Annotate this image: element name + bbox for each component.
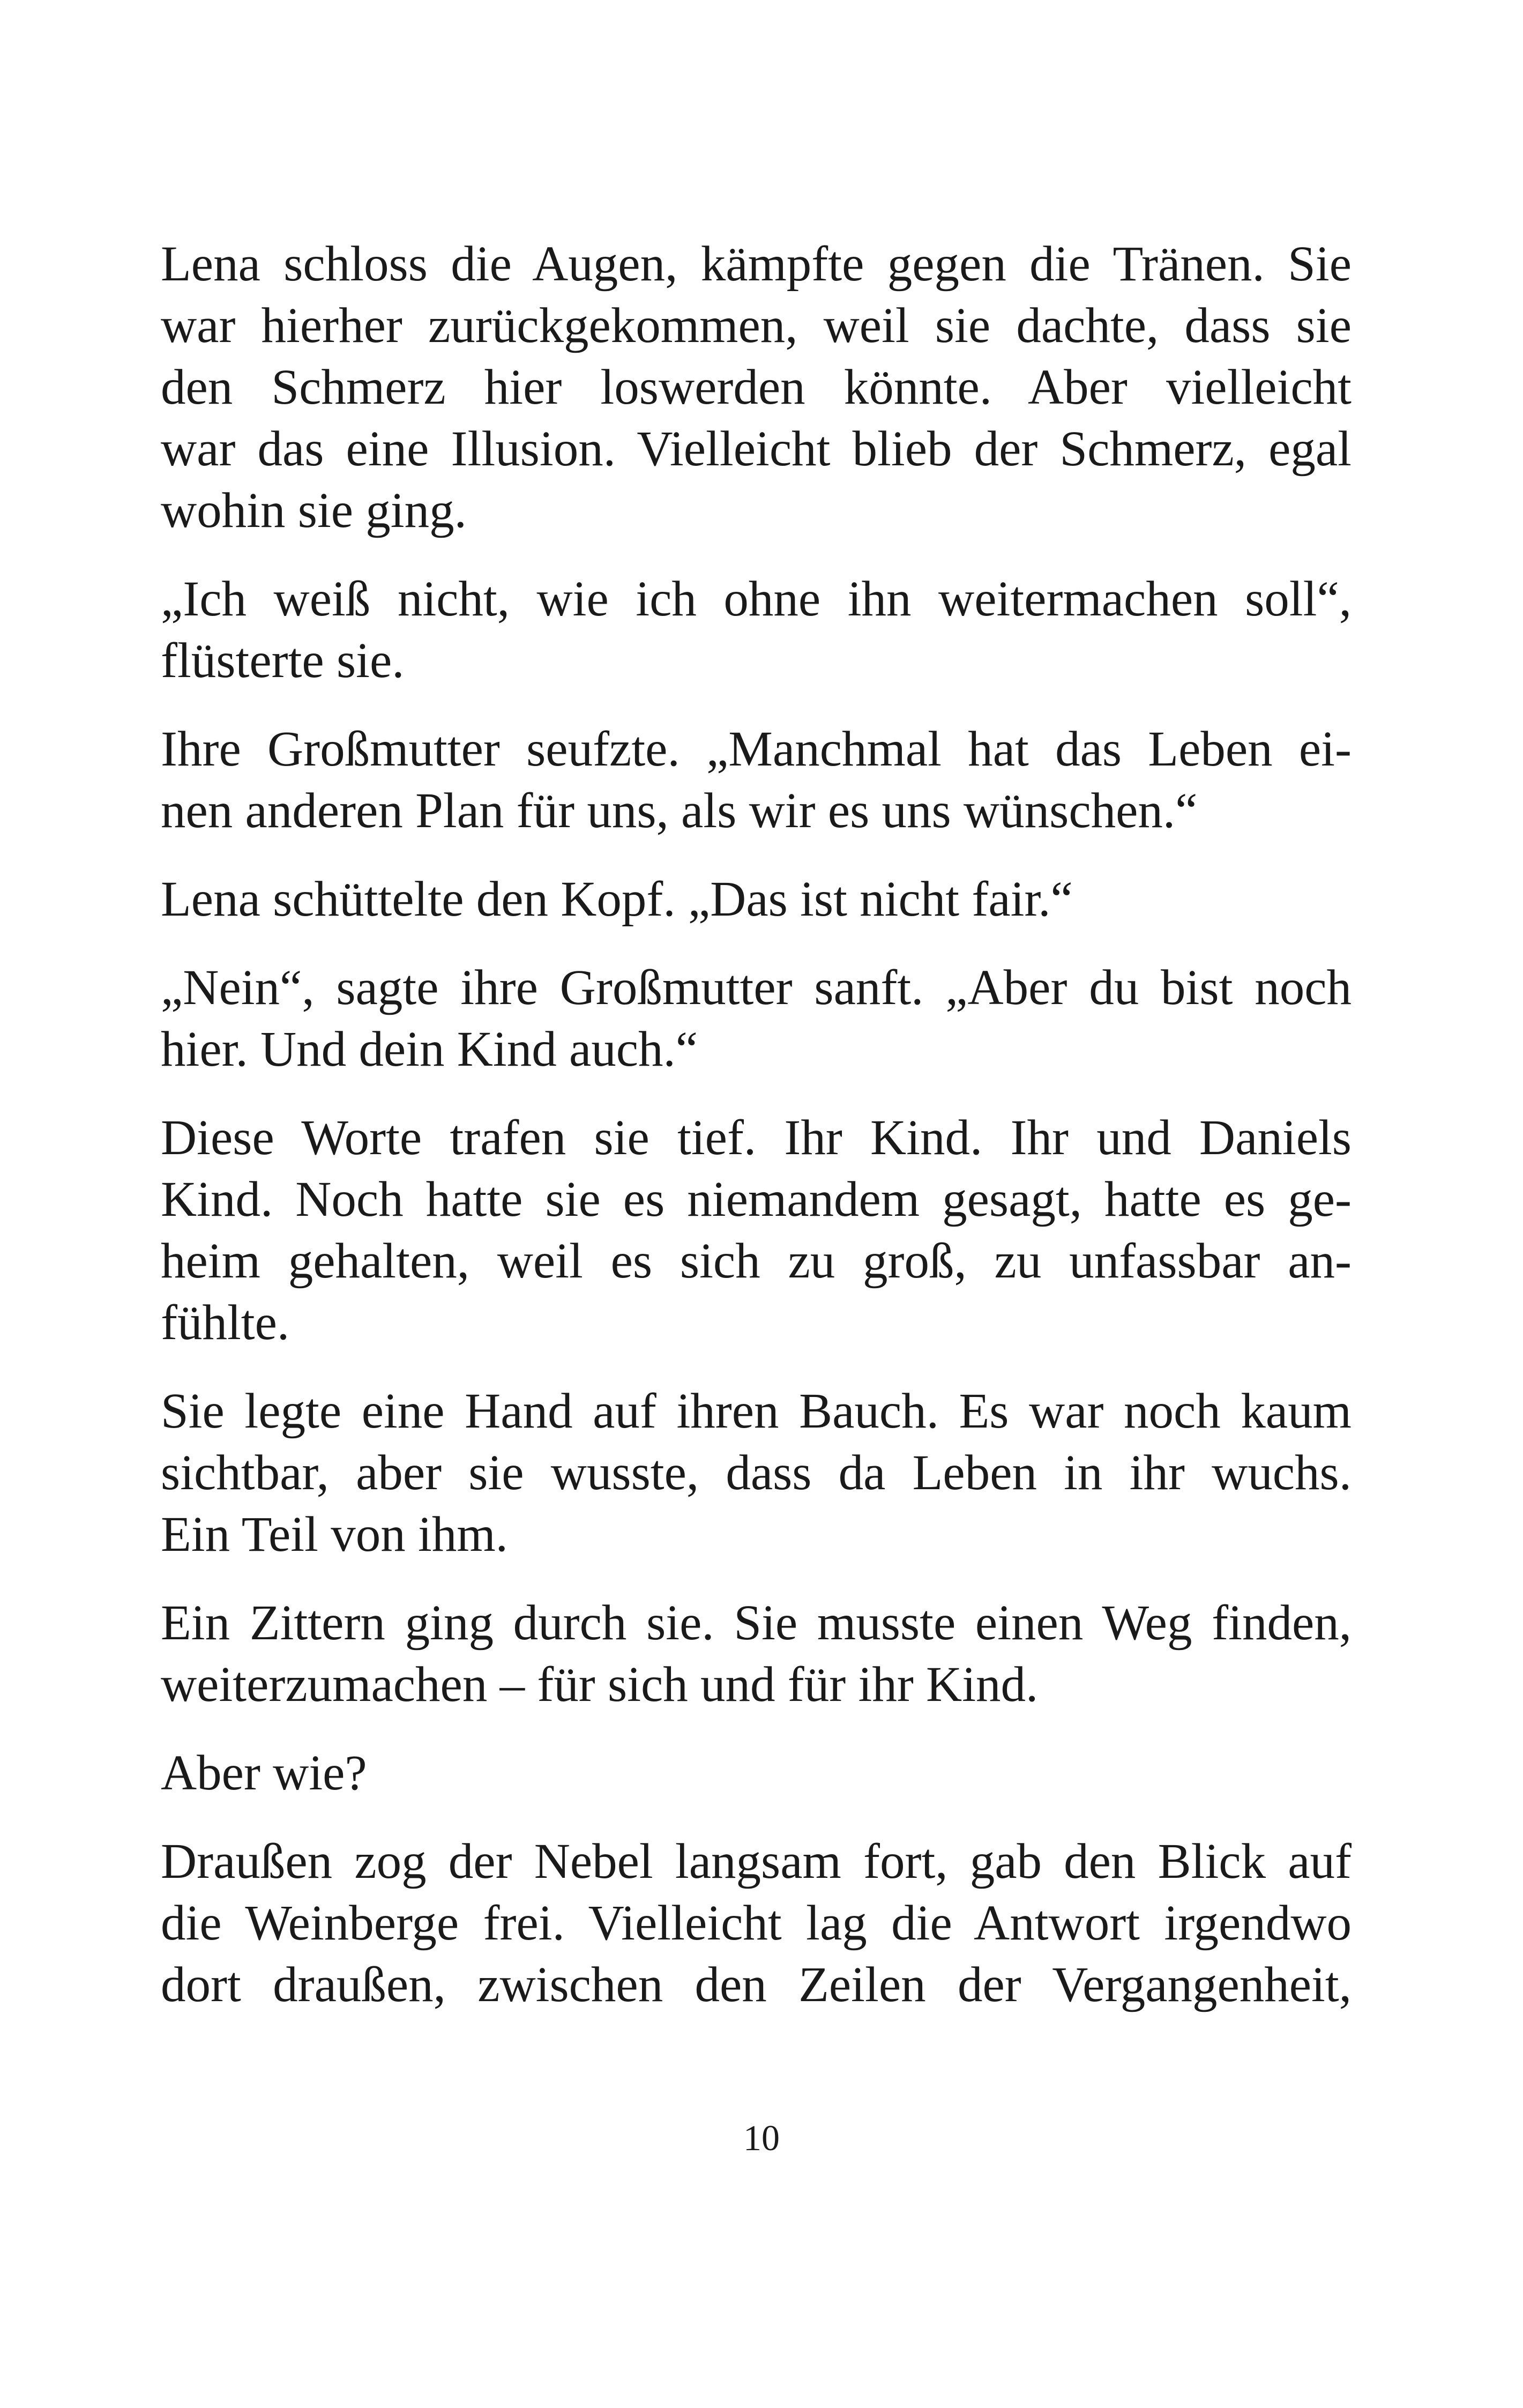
text-line: Sie legte eine Hand auf ihren Bauch. Es war noch kaum bbox=[161, 1384, 1352, 1439]
text-line: Kind. Noch hatte sie es niemandem gesagt, hatte es ge- bbox=[161, 1172, 1352, 1227]
text-line: Lena schloss die Augen, kämpfte gegen die Tränen. Sie bbox=[161, 236, 1352, 292]
paragraph bbox=[161, 1380, 1352, 1565]
paragraph bbox=[161, 957, 1352, 1080]
paragraph bbox=[161, 233, 1352, 541]
text-line: „Nein“, sagte ihre Großmutter sanft. „Aber du bist noch bbox=[161, 960, 1352, 1015]
page-number: 10 bbox=[743, 2117, 780, 2158]
text-line: die Weinberge frei. Vielleicht lag die Antwort irgendwo bbox=[161, 1896, 1352, 1951]
text-line: wohin sie ging. bbox=[161, 483, 467, 538]
text-line: den Schmerz hier loswerden könnte. Aber vielleicht bbox=[161, 360, 1352, 415]
text-line: Ein Teil von ihm. bbox=[161, 1507, 508, 1562]
text-line: Ein Zittern ging durch sie. Sie musste einen Weg finden, bbox=[161, 1595, 1352, 1651]
text-line: dort draußen, zwischen den Zeilen der Vergangenheit, bbox=[161, 1957, 1352, 2012]
text-line: sichtbar, aber sie wusste, dass da Leben in ihr wuchs. bbox=[161, 1445, 1352, 1500]
paragraph bbox=[161, 1742, 1352, 1804]
paragraph bbox=[161, 718, 1352, 842]
text-line: Aber wie? bbox=[161, 1745, 367, 1801]
text-line: Lena schüttelte den Kopf. „Das ist nicht fair.“ bbox=[161, 872, 1073, 927]
text-line: weiterzumachen – für sich und für ihr Kind. bbox=[161, 1657, 1039, 1712]
text-line: flüsterte sie. bbox=[161, 633, 405, 688]
text-line: heim gehalten, weil es sich zu groß, zu unfassbar an- bbox=[161, 1233, 1352, 1289]
text-line: fühlte. bbox=[161, 1295, 290, 1350]
body-text bbox=[161, 233, 1352, 2042]
paragraph bbox=[161, 1107, 1352, 1354]
paragraph bbox=[161, 868, 1352, 930]
text-line: war hierher zurückgekommen, weil sie dachte, dass sie bbox=[161, 298, 1352, 353]
text-line: Diese Worte trafen sie tief. Ihr Kind. Ihr und Daniels bbox=[161, 1110, 1352, 1165]
paragraph bbox=[161, 1831, 1352, 2016]
text-line: Draußen zog der Nebel langsam fort, gab den Blick auf bbox=[161, 1834, 1352, 1889]
paragraph bbox=[161, 568, 1352, 692]
text-line: hier. Und dein Kind auch.“ bbox=[161, 1022, 698, 1077]
text-line: war das eine Illusion. Vielleicht blieb der Schmerz, egal bbox=[161, 421, 1352, 477]
text-line: nen anderen Plan für uns, als wir es uns wünschen.“ bbox=[161, 783, 1198, 838]
text-line: „Ich weiß nicht, wie ich ohne ihn weitermachen soll“, bbox=[161, 571, 1352, 627]
text-line: Ihre Großmutter seufzte. „Manchmal hat das Leben ei- bbox=[161, 722, 1352, 777]
paragraph bbox=[161, 1592, 1352, 1715]
